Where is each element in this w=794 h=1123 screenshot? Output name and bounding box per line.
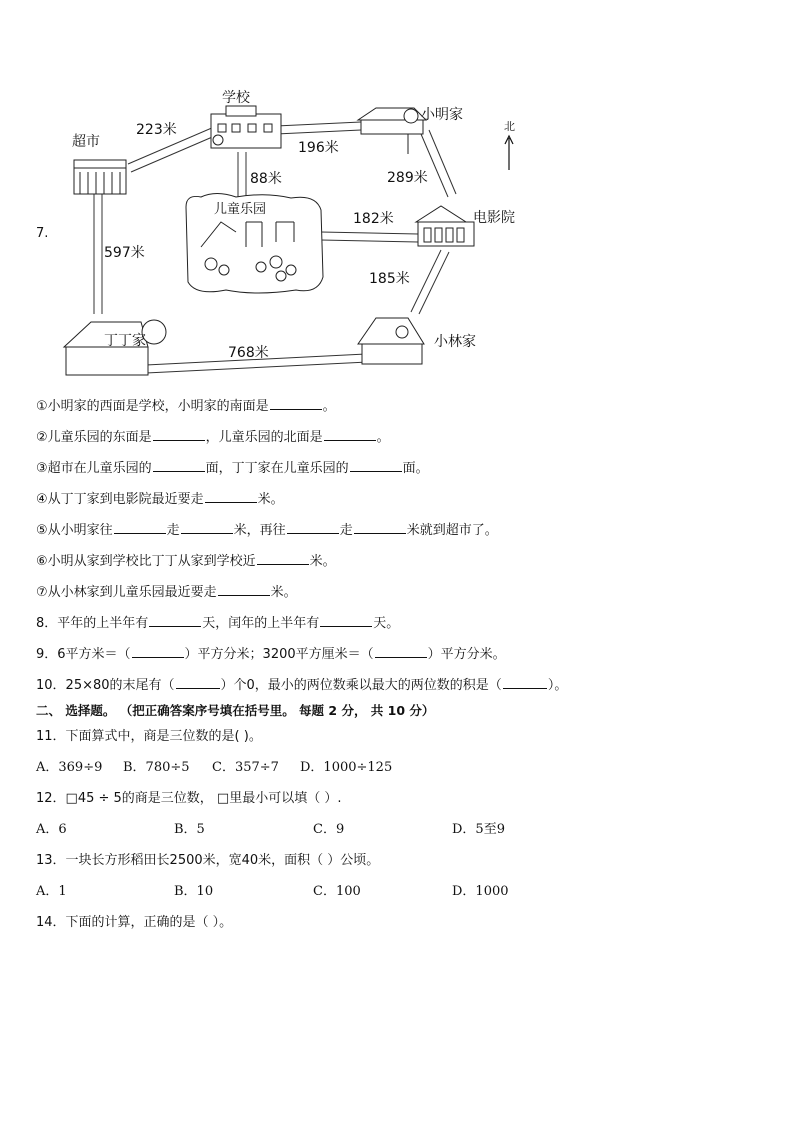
question-10 [36,675,567,695]
q11-option-b[interactable]: B．780÷5 [123,760,190,775]
q7-sub-7-text-a: ⑦从小林家到儿童乐园最近要走 [36,585,217,600]
question-13-stem: 13．一块长方形稻田长2500米，宽40米，面积（ ）公顷。 [36,853,380,868]
question-12-stem: 12．□45 ÷ 5的商是三位数， □里最小可以填（ ）. [36,791,342,806]
question-8 [36,613,399,633]
distance-supermarket-dingding: 597米 [104,245,145,261]
q7-sub-1-text-a: ①小明家的西面是学校，小明家的南面是 [36,399,269,414]
label-school: 学校 [222,90,250,106]
answer-blank[interactable] [176,675,220,689]
q13-option-d[interactable]: D．1000 [452,884,509,899]
answer-blank[interactable] [350,458,402,472]
question-14-stem: 14．下面的计算，正确的是（ ）。 [36,915,233,930]
q10-text-c: ）。 [547,678,568,693]
q8-text-b: 天，闰年的上半年有 [202,616,320,631]
question-9 [36,644,506,664]
answer-blank[interactable] [257,551,309,565]
q7-sub-3-text-b: 面，丁丁家在儿童乐园的 [205,461,349,476]
distance-cinema-xiaolin: 185米 [369,271,410,287]
question-7-number: 7. [36,226,49,241]
q7-sub-4-text-b: 米。 [257,492,284,507]
q7-sub-6 [36,551,336,571]
q13-option-a[interactable]: A．1 [36,884,67,899]
answer-blank[interactable] [354,520,406,534]
xiaoming-house-icon [358,108,426,154]
label-supermarket: 超市 [72,134,100,150]
north-label: 北 [504,120,515,133]
q9-text-a: 9．6平方米＝（ [36,647,131,662]
q12-option-b[interactable]: B．5 [174,822,205,837]
q10-text-a: 10．25×80的末尾有（ [36,678,175,693]
q7-sub-5 [36,520,498,540]
q8-text-a: 8．平年的上半年有 [36,616,149,631]
q12-option-a[interactable]: A．6 [36,822,67,837]
distance-school-xiaoming: 196米 [298,140,339,156]
question-11-stem: 11．下面算式中，商是三位数的是( )。 [36,729,262,744]
answer-blank[interactable] [114,520,166,534]
label-cinema: 电影院 [473,210,515,226]
q7-sub-2-text-b: ，儿童乐园的北面是 [205,430,323,445]
supermarket-icon [74,160,126,194]
q7-sub-5-text-e: 米就到超市了。 [406,523,498,538]
q7-sub-3 [36,458,429,478]
answer-blank[interactable] [324,427,376,441]
answer-blank[interactable] [503,675,547,689]
q13-option-b[interactable]: B．10 [174,884,214,899]
answer-blank[interactable] [149,613,201,627]
q7-sub-5-text-d: 走 [339,523,353,538]
q7-sub-7-text-b: 米。 [270,585,297,600]
distance-dingding-xiaolin: 768米 [228,345,269,361]
answer-blank[interactable] [153,458,205,472]
q11-option-d[interactable]: D．1000÷125 [300,760,393,775]
q9-text-c: ）平方分米。 [427,647,506,662]
q7-sub-2-text-a: ②儿童乐园的东面是 [36,430,152,445]
q7-sub-3-text-c: 面。 [402,461,429,476]
q7-sub-4 [36,489,284,509]
q7-sub-5-text-b: 走 [166,523,180,538]
route-map [36,82,556,382]
q7-sub-7 [36,582,297,602]
q9-text-b: ）平方分米；3200平方厘米＝（ [184,647,374,662]
q7-sub-1-text-b: 。 [322,399,336,414]
q7-sub-5-text-c: 米，再往 [233,523,286,538]
north-arrow-icon [504,120,515,170]
q11-option-a[interactable]: A．369÷9 [36,760,103,775]
label-xiaoming-home: 小明家 [421,107,463,123]
answer-blank[interactable] [132,644,184,658]
distance-supermarket-school: 223米 [136,122,177,138]
distance-playground-cinema: 182米 [353,211,394,227]
answer-blank[interactable] [153,427,205,441]
q13-option-c[interactable]: C．100 [313,884,361,899]
answer-blank[interactable] [375,644,427,658]
q7-sub-3-text-a: ③超市在儿童乐园的 [36,461,152,476]
answer-blank[interactable] [270,396,322,410]
answer-blank[interactable] [287,520,339,534]
q7-sub-1 [36,396,336,416]
q11-option-c[interactable]: C．357÷7 [212,760,279,775]
answer-blank[interactable] [218,582,270,596]
q7-sub-4-text-a: ④从丁丁家到电影院最近要走 [36,492,204,507]
q12-option-c[interactable]: C．9 [313,822,345,837]
label-dingding-home: 丁丁家 [104,333,146,349]
answer-blank[interactable] [320,613,372,627]
cinema-icon [416,206,474,246]
section-2-heading: 二、 选择题。 （把正确答案序号填在括号里。 每题 2 分， 共 10 分） [36,703,435,718]
distance-xiaoming-cinema: 289米 [387,170,428,186]
label-playground: 儿童乐园 [214,202,267,217]
xiaolin-house-icon [358,318,424,364]
distance-school-playground: 88米 [250,171,282,187]
q7-sub-5-text-a: ⑤从小明家往 [36,523,113,538]
q8-text-c: 天。 [373,616,400,631]
q12-option-d[interactable]: D．5至9 [452,822,505,837]
answer-blank[interactable] [205,489,257,503]
q7-sub-2-text-c: 。 [376,430,390,445]
label-xiaolin-home: 小林家 [434,334,476,350]
q7-sub-6-text-a: ⑥小明从家到学校比丁丁从家到学校近 [36,554,256,569]
school-icon [211,106,281,148]
answer-blank[interactable] [181,520,233,534]
q7-sub-2 [36,427,390,447]
q10-text-b: ）个0，最小的两位数乘以最大的两位数的积是（ [220,678,502,693]
q7-sub-6-text-b: 米。 [309,554,336,569]
